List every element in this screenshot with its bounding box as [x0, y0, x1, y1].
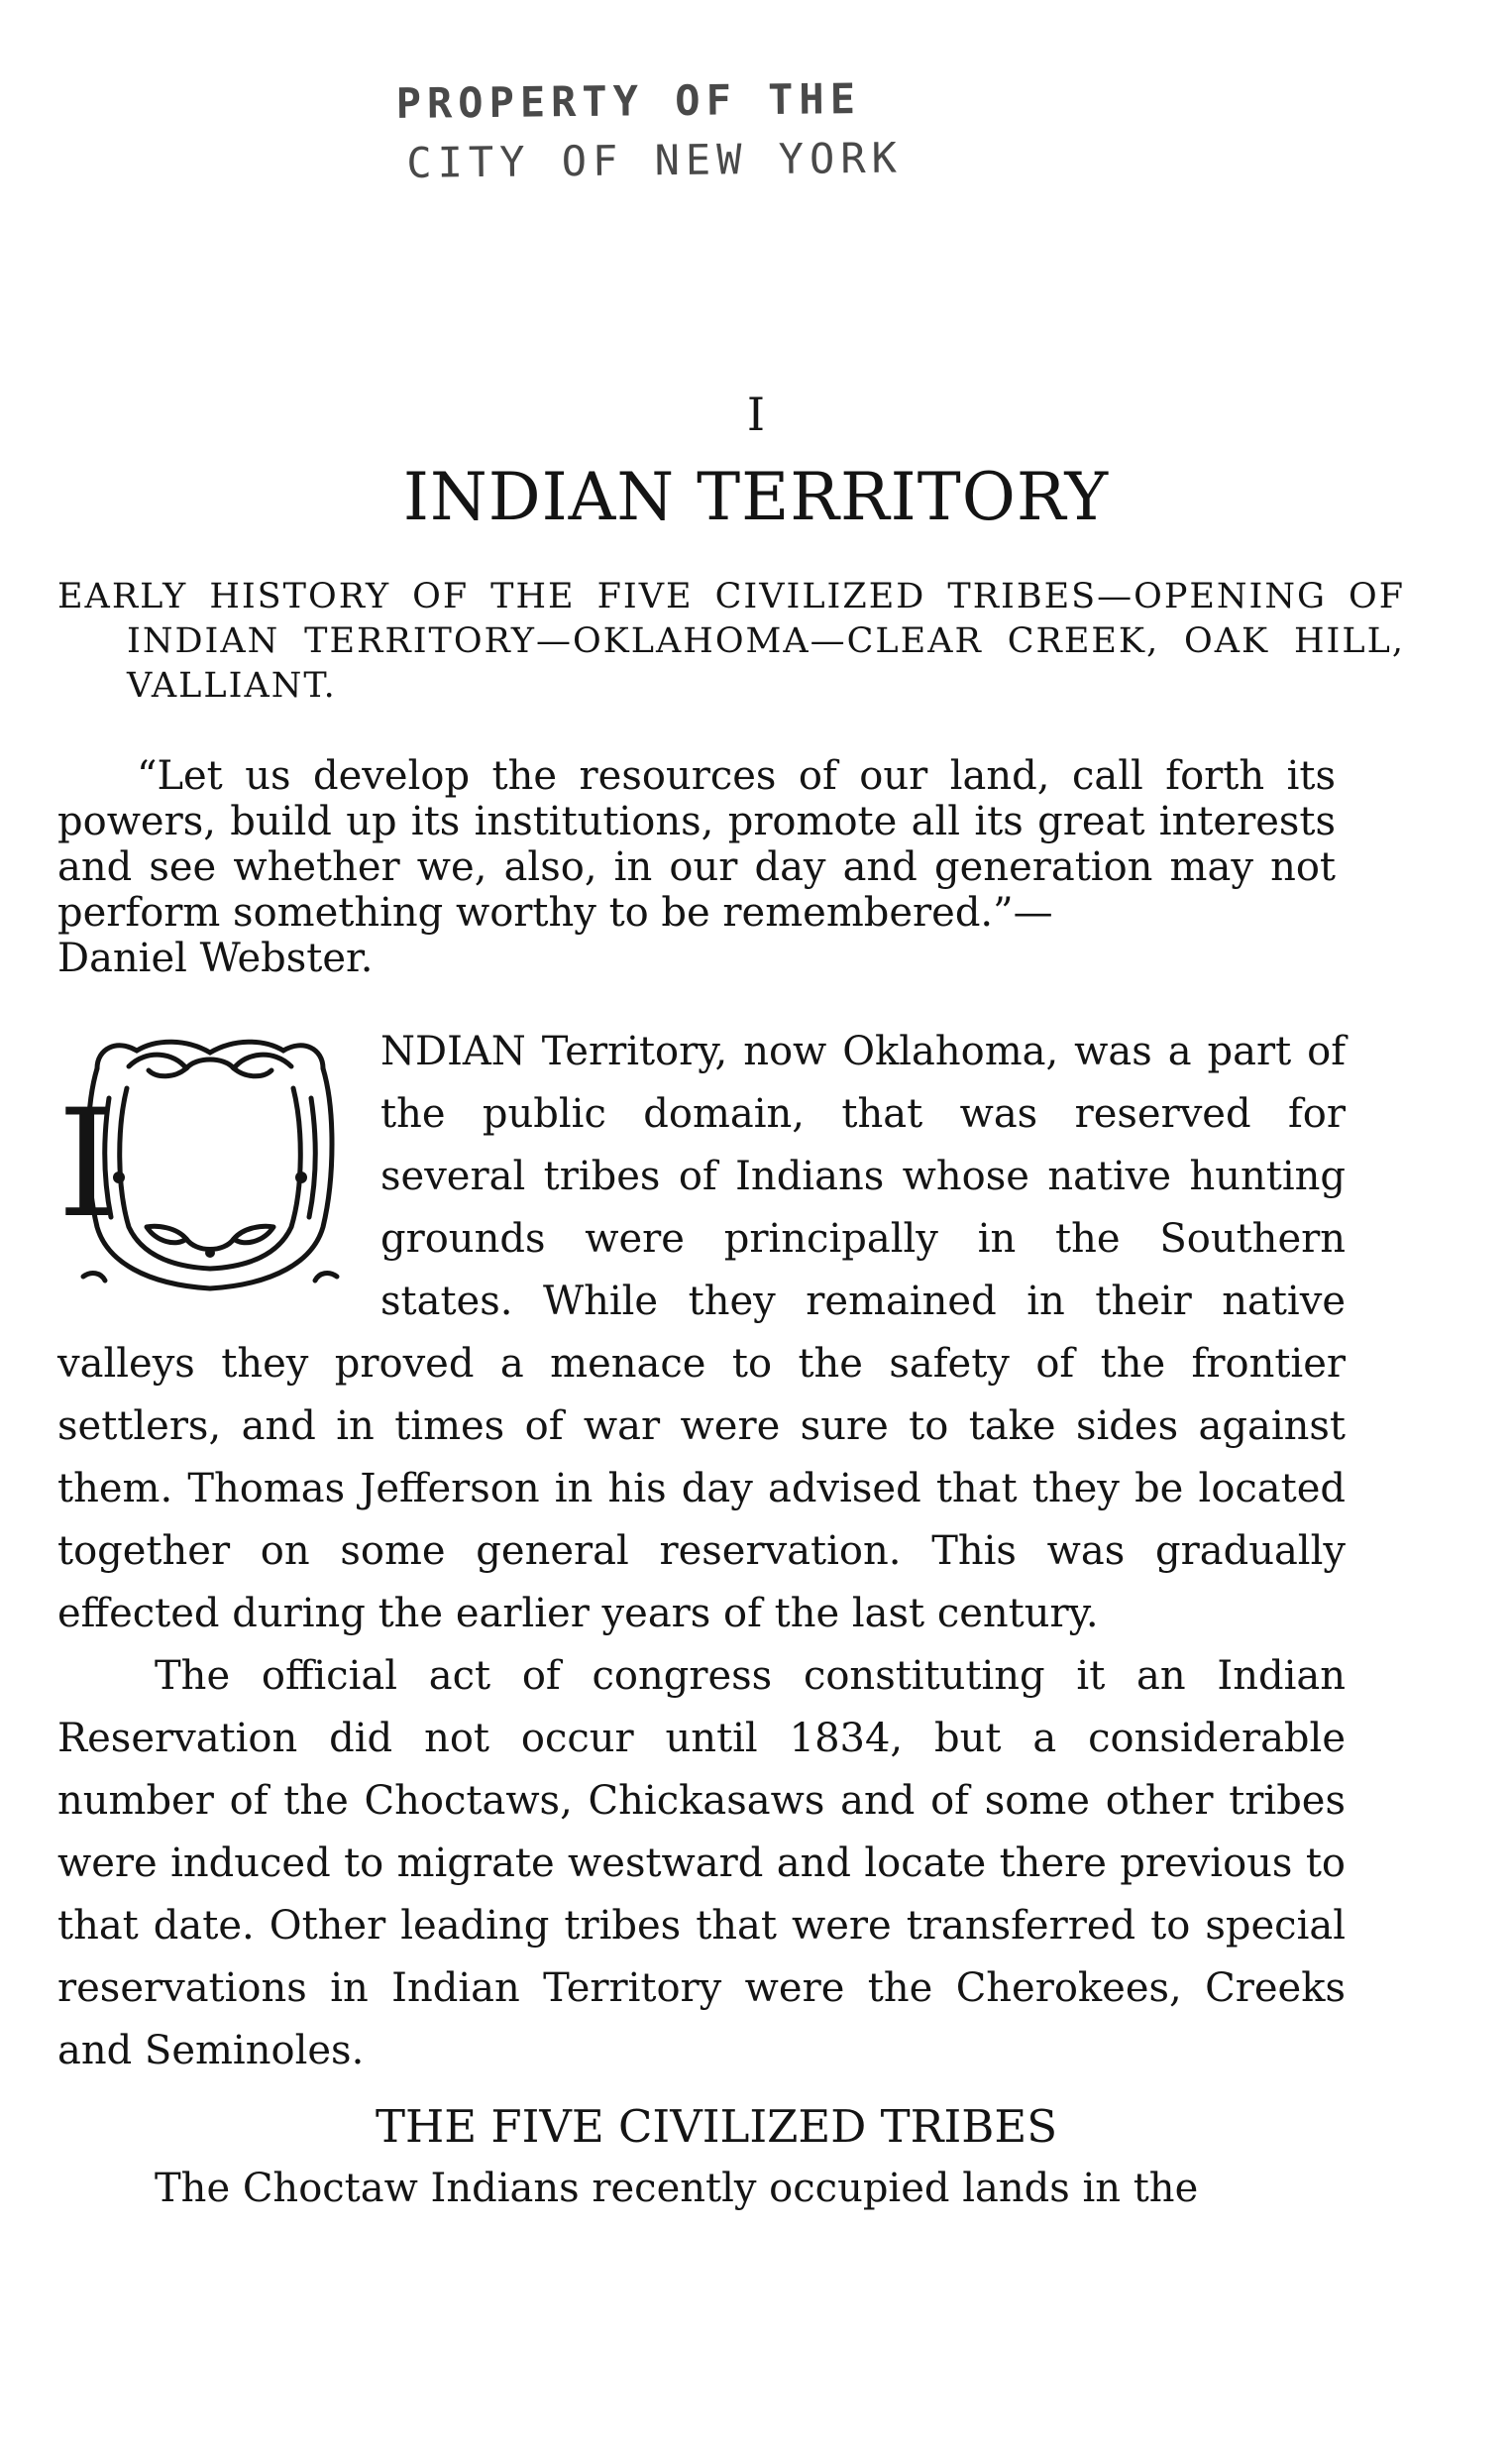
library-stamp [395, 68, 951, 193]
epigraph-text: “Let us develop the resources of our land, call forth its powers, build up its institutions, promote all its great interests and see whether we, also, in our day and generation may not perform something worthy to be remembered.”— [57, 753, 1336, 936]
epigraph-attribution: Daniel Webster. [57, 936, 374, 981]
chapter-title: INDIAN TERRITORY [402, 459, 1110, 535]
chapter-number: I [746, 388, 766, 441]
stamp-line-2: CITY OF NEW YORK [406, 133, 904, 187]
drop-cap-letter: I [57, 1078, 117, 1251]
paragraph-3: The Choctaw Indians recently occupied lands in the [155, 2166, 1199, 2211]
epigraph [57, 753, 1336, 981]
drop-cap [57, 1029, 363, 1311]
paragraph-1: NDIAN Territory, now Oklahoma, was a part of the public domain, that was reserved for several tribes of Indians whose native hunting grounds were principally in the Southern states. While they remained in their native valleys they proved a menace to the safety of the frontier settlers, and in times of war were sure to take sides against them. Thomas Jefferson in his day advised that they be located together on some general reservation. This was gradually effected during the earlier years of the last century. [57, 1029, 1346, 1636]
body-text [57, 1021, 1346, 2220]
chapter-synopsis: EARLY HISTORY OF THE FIVE CIVILIZED TRIBES—OPENING OF INDIAN TERRITORY—OKLAHOMA—CLEAR CREEK, OAK HILL, VALLIANT. [57, 577, 1405, 706]
section-heading: THE FIVE CIVILIZED TRIBES [375, 2100, 1058, 2153]
stamp-line-1: PROPERTY OF THE [395, 74, 862, 128]
paragraph-2: The official act of congress constituting it an Indian Reservation did not occur until 1834, but a considerable number of the Choctaws, Chickasaws and of some other tribes were induced to migrate westward and locate there previous to that date. Other leading tribes that were transferred to special reservations in Indian Territory were the Cherokees, Creeks and Seminoles. [57, 1653, 1346, 2073]
